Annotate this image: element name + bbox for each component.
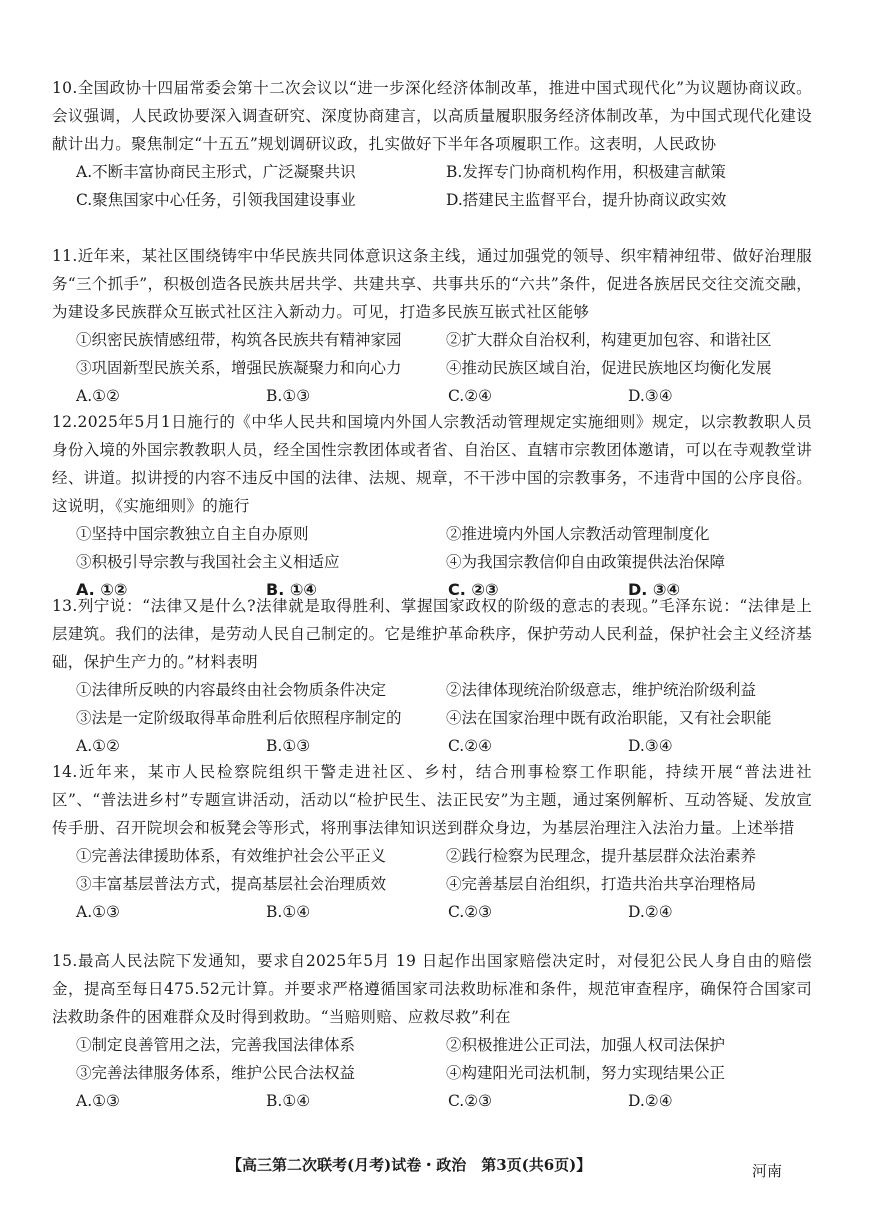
option-a: A. ①② <box>76 580 128 599</box>
statement-3: ③巩固新型民族关系，增强民族凝聚力和向心力 <box>76 359 402 377</box>
statement-1: ①坚持中国宗教独立自主自办原则 <box>76 525 309 543</box>
question-14 <box>52 758 812 926</box>
question-stem: 15.最高人民法院下发通知，要求自2025年5月 19 日起作出国家赔偿决定时，对侵犯公民人身自由的赔偿金，提高至每日475.52元计算。并要求严格遵循国家司法救助标准和条件，规范审查程序，确保符合国家司法救助条件的困难群众及时得到救助。“当赔则赔、应救尽救”利在 <box>52 952 812 1026</box>
option-c: C.②③ <box>448 1092 493 1110</box>
option-d: D.搭建民主监督平台，提升协商议政实效 <box>446 191 727 209</box>
option-d: D. ③④ <box>628 580 681 599</box>
question-15 <box>52 947 812 1115</box>
statement-2: ②积极推进公正司法，加强人权司法保护 <box>446 1036 726 1054</box>
statement-4: ④完善基层自治组织，打造共治共享治理格局 <box>446 875 757 893</box>
statement-2: ②践行检察为民理念，提升基层群众法治素养 <box>446 847 757 865</box>
statement-row <box>52 842 812 870</box>
option-b: B.①③ <box>266 737 311 755</box>
option-a: A.①③ <box>76 1092 120 1110</box>
statement-4: ④法在国家治理中既有政治职能，又有社会职能 <box>446 709 772 727</box>
option-b: B.①④ <box>266 1092 311 1110</box>
statement-4: ④构建阳光司法机制，努力实现结果公正 <box>446 1064 726 1082</box>
option-row <box>52 732 812 760</box>
statement-row <box>52 676 812 704</box>
option-c: C.②④ <box>448 737 493 755</box>
option-c: C.②③ <box>448 903 493 921</box>
option-c: C.②④ <box>448 387 493 405</box>
question-stem: 11.近年来，某社区围绕铸牢中华民族共同体意识这条主线，通过加强党的领导、织牢精神纽带、做好治理服务“三个抓手”，积极创造各民族共居共学、共建共享、共事共乐的“六共”条件，促进各族居民交往交流交融，为建设多民族群众互嵌式社区注入新动力。可见，打造多民族互嵌式社区能够 <box>52 247 812 321</box>
option-b: B.①④ <box>266 903 311 921</box>
question-stem: 13.列宁说：“法律又是什么?法律就是取得胜利、掌握国家政权的阶级的意志的表现。”毛泽东说：“法律是上层建筑。我们的法律，是劳动人民自己制定的。它是维护革命秩序，保护劳动人民利益，保护社会主义经济基础，保护生产力的。”材料表明 <box>52 597 812 671</box>
option-d: D.③④ <box>628 387 673 405</box>
statement-4: ④为我国宗教信仰自由政策提供法治保障 <box>446 553 726 571</box>
question-10 <box>52 74 812 214</box>
statement-1: ①法律所反映的内容最终由社会物质条件决定 <box>76 681 387 699</box>
statement-3: ③法是一定阶级取得革命胜利后依照程序制定的 <box>76 709 402 727</box>
option-row <box>52 898 812 926</box>
statement-2: ②扩大群众自治权利，构建更加包容、和谐社区 <box>446 331 772 349</box>
statement-4: ④推动民族区域自治，促进民族地区均衡化发展 <box>446 359 772 377</box>
statement-3: ③完善法律服务体系，维护公民合法权益 <box>76 1064 356 1082</box>
statement-1: ①织密民族情感纽带，构筑各民族共有精神家园 <box>76 331 402 349</box>
question-11 <box>52 242 812 410</box>
question-stem: 12.2025年5月1日施行的《中华人民共和国境内外国人宗教活动管理规定实施细则》规定，以宗教教职人员身份入境的外国宗教教职人员，经全国性宗教团体或者省、自治区、直辖市宗教团体邀请，可以在寺观教堂讲经、讲道。拟讲授的内容不违反中国的法律、法规、规章，不干涉中国的宗教事务，不违背中国的公序良俗。这说明，《实施细则》的施行 <box>52 413 812 515</box>
option-b: B.发挥专门协商机构作用，积极建言献策 <box>446 163 726 181</box>
option-row <box>52 382 812 410</box>
page-footer <box>0 1152 870 1182</box>
statement-row <box>52 870 812 898</box>
question-stem: 14.近年来，某市人民检察院组织干警走进社区、乡村，结合刑事检察工作职能，持续开展“普法进社区”、“普法进乡村”专题宣讲活动，活动以“检护民生、法正民安”为主题，通过案例解析、互动答疑、发放宣传手册、召开院坝会和板凳会等形式，将刑事法律知识送到群众身边，为基层治理注入法治力量。上述举措 <box>52 763 812 837</box>
option-a: A.不断丰富协商民主形式，广泛凝聚共识 <box>76 163 356 181</box>
option-a: A.①② <box>76 737 120 755</box>
option-row <box>52 158 812 186</box>
statement-1: ①制定良善管用之法，完善我国法律体系 <box>76 1036 356 1054</box>
option-b: B.①③ <box>266 387 311 405</box>
statement-row <box>52 704 812 732</box>
option-row <box>52 1087 812 1115</box>
statement-row <box>52 354 812 382</box>
option-c: C.聚焦国家中心任务，引领我国建设事业 <box>76 191 356 209</box>
question-13 <box>52 592 812 760</box>
option-d: D.②④ <box>628 903 673 921</box>
statement-2: ②推进境内外国人宗教活动管理制度化 <box>446 525 710 543</box>
statement-1: ①完善法律援助体系，有效维护社会公平正义 <box>76 847 387 865</box>
question-12 <box>52 408 812 604</box>
statement-row <box>52 1031 812 1059</box>
statement-row <box>52 1059 812 1087</box>
option-a: A.①③ <box>76 903 120 921</box>
option-a: A.①② <box>76 387 120 405</box>
statement-3: ③丰富基层普法方式，提高基层社会治理质效 <box>76 875 387 893</box>
footer-text: 【高三第二次联考(月考)试卷・政治 第3页(共6页)】 <box>227 1156 592 1174</box>
statement-row <box>52 548 812 576</box>
option-d: D.③④ <box>628 737 673 755</box>
statement-row <box>52 326 812 354</box>
statement-2: ②法律体现统治阶级意志，维护统治阶级利益 <box>446 681 757 699</box>
statement-row <box>52 520 812 548</box>
region-label: 河南 <box>752 1162 783 1180</box>
question-stem: 10.全国政协十四届常委会第十二次会议以“进一步深化经济体制改革，推进中国式现代化”为议题协商议政。会议强调，人民政协要深入调查研究、深度协商建言，以高质量履职服务经济体制改革，为中国式现代化建设献计出力。聚焦制定“十五五”规划调研议政，扎实做好下半年各项履职工作。这表明，人民政协 <box>52 79 812 153</box>
option-b: B. ①④ <box>266 580 317 599</box>
option-c: C. ②③ <box>448 580 499 599</box>
option-row <box>52 186 812 214</box>
statement-3: ③积极引导宗教与我国社会主义相适应 <box>76 553 340 571</box>
option-d: D.②④ <box>628 1092 673 1110</box>
